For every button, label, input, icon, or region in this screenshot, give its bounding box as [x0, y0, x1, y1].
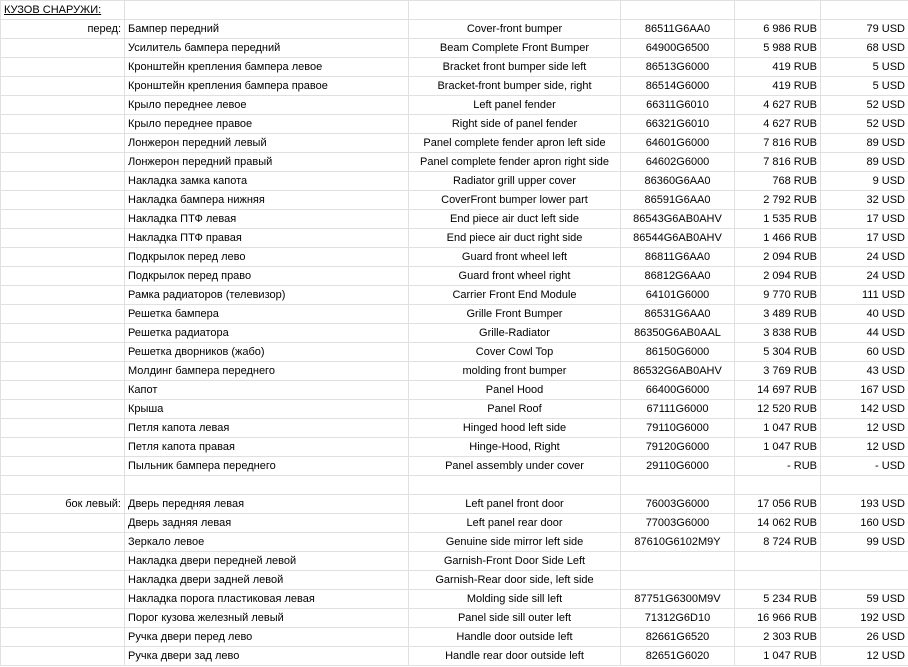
cell-part-code[interactable]: 64101G6000	[621, 286, 735, 305]
cell-name-en[interactable]: Hinge-Hood, Right	[409, 438, 621, 457]
cell-name-ru[interactable]: Кронштейн крепления бампера правое	[125, 77, 409, 96]
cell-name-en[interactable]: Bracket front bumper side left	[409, 58, 621, 77]
cell-name-en[interactable]: Bracket-front bumper side, right	[409, 77, 621, 96]
cell-price-usd[interactable]	[821, 552, 908, 571]
cell-name-ru[interactable]: Кронштейн крепления бампера левое	[125, 58, 409, 77]
cell-name-en[interactable]	[409, 476, 621, 495]
cell-name-ru[interactable]: Накладка порога пластиковая левая	[125, 590, 409, 609]
cell-side[interactable]	[1, 533, 125, 552]
cell-name-ru[interactable]: Накладка двери задней левой	[125, 571, 409, 590]
cell-name-en[interactable]: Carrier Front End Module	[409, 286, 621, 305]
cell-side[interactable]	[1, 628, 125, 647]
cell-price-usd[interactable]: 160 USD	[821, 514, 908, 533]
table-row	[1, 115, 908, 134]
cell-price-usd[interactable]: 5 USD	[821, 77, 908, 96]
cell-name-en[interactable]: Panel complete fender apron left side	[409, 134, 621, 153]
cell-name-en[interactable]: Guard front wheel left	[409, 248, 621, 267]
cell-side[interactable]: перед:	[1, 20, 125, 39]
cell-name-ru[interactable]	[125, 476, 409, 495]
cell-name-en[interactable]: Grille-Radiator	[409, 324, 621, 343]
cell-side[interactable]	[1, 419, 125, 438]
table-row	[1, 514, 908, 533]
cell-name-en[interactable]: molding front bumper	[409, 362, 621, 381]
table-row	[1, 457, 908, 476]
table-row	[1, 362, 908, 381]
cell-side[interactable]	[1, 438, 125, 457]
cell-title[interactable]	[1, 1, 125, 20]
cell-name-en[interactable]: Radiator grill upper cover	[409, 172, 621, 191]
cell-name-ru[interactable]: Крыло переднее правое	[125, 115, 409, 134]
table-row	[1, 248, 908, 267]
cell-price-usd[interactable]: 89 USD	[821, 153, 908, 172]
cell-side[interactable]	[1, 343, 125, 362]
cell-name-en[interactable]: Panel assembly under cover	[409, 457, 621, 476]
table-row	[1, 571, 908, 590]
cell-part-code[interactable]: 86544G6AB0AHV	[621, 229, 735, 248]
cell-price-usd[interactable]: 32 USD	[821, 191, 908, 210]
header-row	[1, 1, 908, 20]
table-row	[1, 438, 908, 457]
cell-part-code[interactable]: 66400G6000	[621, 381, 735, 400]
cell-price-usd[interactable]: 68 USD	[821, 39, 908, 58]
cell-part-code[interactable]: 71312G6D10	[621, 609, 735, 628]
cell-price-rub[interactable]: 419 RUB	[735, 58, 821, 77]
cell-price-usd[interactable]: 24 USD	[821, 267, 908, 286]
cell-name-en[interactable]: End piece air duct right side	[409, 229, 621, 248]
cell-name-en[interactable]: Panel complete fender apron right side	[409, 153, 621, 172]
cell-side[interactable]: бок левый:	[1, 495, 125, 514]
cell-empty[interactable]	[125, 1, 409, 20]
table-row	[1, 343, 908, 362]
cell-side[interactable]	[1, 153, 125, 172]
cell-part-code[interactable]: 82651G6020	[621, 647, 735, 666]
cell-part-code[interactable]: 86531G6AA0	[621, 305, 735, 324]
cell-name-en[interactable]: Left panel front door	[409, 495, 621, 514]
cell-price-rub[interactable]: 7 816 RUB	[735, 153, 821, 172]
table-row	[1, 267, 908, 286]
table-row	[1, 96, 908, 115]
cell-price-rub[interactable]: 9 770 RUB	[735, 286, 821, 305]
cell-part-code[interactable]: 87610G6102M9Y	[621, 533, 735, 552]
cell-name-ru[interactable]: Накладка двери передней левой	[125, 552, 409, 571]
cell-price-rub[interactable]: 3 838 RUB	[735, 324, 821, 343]
cell-part-code[interactable]: 86811G6AA0	[621, 248, 735, 267]
cell-name-en[interactable]: Cover-front bumper	[409, 20, 621, 39]
cell-name-ru[interactable]: Петля капота левая	[125, 419, 409, 438]
table-row	[1, 552, 908, 571]
cell-part-code[interactable]: 86514G6000	[621, 77, 735, 96]
cell-price-rub[interactable]: 2 094 RUB	[735, 267, 821, 286]
cell-empty[interactable]	[409, 1, 621, 20]
cell-name-ru[interactable]: Порог кузова железный левый	[125, 609, 409, 628]
cell-price-usd[interactable]: 192 USD	[821, 609, 908, 628]
cell-part-code[interactable]: 86150G6000	[621, 343, 735, 362]
cell-price-rub[interactable]: 419 RUB	[735, 77, 821, 96]
cell-part-code[interactable]: 87751G6300M9V	[621, 590, 735, 609]
cell-name-ru[interactable]: Накладка ПТФ правая	[125, 229, 409, 248]
cell-price-rub[interactable]: 2 303 RUB	[735, 628, 821, 647]
cell-name-en[interactable]: Molding side sill left	[409, 590, 621, 609]
cell-price-rub[interactable]: 7 816 RUB	[735, 134, 821, 153]
table-row	[1, 419, 908, 438]
cell-price-usd[interactable]: 17 USD	[821, 229, 908, 248]
cell-side[interactable]	[1, 305, 125, 324]
cell-price-rub[interactable]: 1 047 RUB	[735, 438, 821, 457]
cell-side[interactable]	[1, 381, 125, 400]
table-row	[1, 229, 908, 248]
cell-part-code[interactable]	[621, 571, 735, 590]
cell-name-en[interactable]: Left panel fender	[409, 96, 621, 115]
cell-price-usd[interactable]: 89 USD	[821, 134, 908, 153]
cell-name-en[interactable]: Grille Front Bumper	[409, 305, 621, 324]
cell-side[interactable]	[1, 324, 125, 343]
cell-part-code[interactable]	[621, 552, 735, 571]
cell-part-code[interactable]: 76003G6000	[621, 495, 735, 514]
cell-part-code[interactable]: 67111G6000	[621, 400, 735, 419]
table-row	[1, 324, 908, 343]
cell-name-en[interactable]: Cover Cowl Top	[409, 343, 621, 362]
cell-name-en[interactable]: Beam Complete Front Bumper	[409, 39, 621, 58]
cell-name-en[interactable]: End piece air duct left side	[409, 210, 621, 229]
cell-price-rub[interactable]	[735, 476, 821, 495]
cell-price-usd[interactable]: 99 USD	[821, 533, 908, 552]
section-title: КУЗОВ СНАРУЖИ:	[4, 4, 102, 16]
cell-price-rub[interactable]: 16 966 RUB	[735, 609, 821, 628]
cell-name-ru[interactable]: Лонжерон передний правый	[125, 153, 409, 172]
cell-price-rub[interactable]: 8 724 RUB	[735, 533, 821, 552]
cell-part-code[interactable]: 86532G6AB0AHV	[621, 362, 735, 381]
cell-part-code[interactable]: 64601G6000	[621, 134, 735, 153]
cell-side[interactable]	[1, 134, 125, 153]
cell-price-usd[interactable]: 59 USD	[821, 590, 908, 609]
table-row	[1, 172, 908, 191]
cell-side[interactable]	[1, 115, 125, 134]
cell-part-code[interactable]: 82661G6520	[621, 628, 735, 647]
cell-part-code[interactable]: 86591G6AA0	[621, 191, 735, 210]
cell-price-rub[interactable]: 17 056 RUB	[735, 495, 821, 514]
table-row	[1, 533, 908, 552]
table-row	[1, 495, 908, 514]
cell-name-en[interactable]: Handle door outside left	[409, 628, 621, 647]
cell-price-rub[interactable]: 14 062 RUB	[735, 514, 821, 533]
cell-name-ru[interactable]: Решетка радиатора	[125, 324, 409, 343]
cell-price-usd[interactable]: 193 USD	[821, 495, 908, 514]
cell-part-code[interactable]: 77003G6000	[621, 514, 735, 533]
cell-price-usd[interactable]: 52 USD	[821, 115, 908, 134]
cell-name-en[interactable]: Panel Roof	[409, 400, 621, 419]
cell-price-usd[interactable]: 40 USD	[821, 305, 908, 324]
cell-side[interactable]	[1, 39, 125, 58]
cell-part-code[interactable]	[621, 476, 735, 495]
table-row	[1, 20, 908, 39]
cell-name-ru[interactable]: Крыло переднее левое	[125, 96, 409, 115]
cell-name-ru[interactable]: Пыльник бампера переднего	[125, 457, 409, 476]
table-row	[1, 191, 908, 210]
cell-part-code[interactable]: 86350G6AB0AAL	[621, 324, 735, 343]
cell-side[interactable]	[1, 191, 125, 210]
cell-name-ru[interactable]: Лонжерон передний левый	[125, 134, 409, 153]
cell-price-rub[interactable]: 14 697 RUB	[735, 381, 821, 400]
cell-price-usd[interactable]: 12 USD	[821, 438, 908, 457]
cell-name-en[interactable]: Left panel rear door	[409, 514, 621, 533]
cell-name-ru[interactable]: Решетка дворников (жабо)	[125, 343, 409, 362]
table-row	[1, 39, 908, 58]
cell-name-ru[interactable]: Молдинг бампера переднего	[125, 362, 409, 381]
cell-name-en[interactable]: Genuine side mirror left side	[409, 533, 621, 552]
cell-price-rub[interactable]: 12 520 RUB	[735, 400, 821, 419]
cell-side[interactable]	[1, 476, 125, 495]
table-row	[1, 286, 908, 305]
cell-price-usd[interactable]: 12 USD	[821, 419, 908, 438]
cell-name-en[interactable]: Right side of panel fender	[409, 115, 621, 134]
table-row	[1, 134, 908, 153]
cell-part-code[interactable]: 29110G6000	[621, 457, 735, 476]
cell-price-rub[interactable]: 4 627 RUB	[735, 96, 821, 115]
cell-price-usd[interactable]: 26 USD	[821, 628, 908, 647]
cell-price-usd[interactable]: 52 USD	[821, 96, 908, 115]
cell-part-code[interactable]: 64602G6000	[621, 153, 735, 172]
table-row	[1, 609, 908, 628]
cell-empty[interactable]	[735, 1, 821, 20]
cell-side[interactable]	[1, 58, 125, 77]
cell-side[interactable]	[1, 286, 125, 305]
cell-price-rub[interactable]: 1 466 RUB	[735, 229, 821, 248]
cell-part-code[interactable]: 64900G6500	[621, 39, 735, 58]
cell-side[interactable]	[1, 210, 125, 229]
cell-price-usd[interactable]: 24 USD	[821, 248, 908, 267]
table-row	[1, 400, 908, 419]
table-row	[1, 628, 908, 647]
cell-side[interactable]	[1, 248, 125, 267]
cell-name-ru[interactable]: Крыша	[125, 400, 409, 419]
cell-part-code[interactable]: 86511G6AA0	[621, 20, 735, 39]
cell-side[interactable]	[1, 172, 125, 191]
cell-part-code[interactable]: 86812G6AA0	[621, 267, 735, 286]
cell-name-en[interactable]: Garnish-Front Door Side Left	[409, 552, 621, 571]
cell-side[interactable]	[1, 571, 125, 590]
cell-name-ru[interactable]: Подкрылок перед право	[125, 267, 409, 286]
cell-side[interactable]	[1, 552, 125, 571]
cell-side[interactable]	[1, 362, 125, 381]
table-row	[1, 305, 908, 324]
cell-part-code[interactable]: 66321G6010	[621, 115, 735, 134]
cell-price-rub[interactable]: - RUB	[735, 457, 821, 476]
cell-part-code[interactable]: 86543G6AB0AHV	[621, 210, 735, 229]
cell-name-ru[interactable]: Ручка двери перед лево	[125, 628, 409, 647]
table-row	[1, 77, 908, 96]
cell-price-usd[interactable]: 142 USD	[821, 400, 908, 419]
cell-price-usd[interactable]: 5 USD	[821, 58, 908, 77]
cell-name-ru[interactable]: Капот	[125, 381, 409, 400]
cell-price-usd[interactable]: 111 USD	[821, 286, 908, 305]
cell-side[interactable]	[1, 96, 125, 115]
cell-name-en[interactable]: Panel Hood	[409, 381, 621, 400]
cell-price-usd[interactable]: - USD	[821, 457, 908, 476]
cell-price-rub[interactable]: 5 234 RUB	[735, 590, 821, 609]
cell-name-en[interactable]: Panel side sill outer left	[409, 609, 621, 628]
cell-side[interactable]	[1, 229, 125, 248]
cell-name-en[interactable]: Guard front wheel right	[409, 267, 621, 286]
cell-price-rub[interactable]: 3 489 RUB	[735, 305, 821, 324]
cell-side[interactable]	[1, 77, 125, 96]
cell-side[interactable]	[1, 609, 125, 628]
cell-name-ru[interactable]: Ручка двери зад лево	[125, 647, 409, 666]
cell-price-rub[interactable]: 1 535 RUB	[735, 210, 821, 229]
cell-part-code[interactable]: 79120G6000	[621, 438, 735, 457]
cell-side[interactable]	[1, 457, 125, 476]
cell-price-usd[interactable]	[821, 476, 908, 495]
cell-price-usd[interactable]: 79 USD	[821, 20, 908, 39]
cell-name-en[interactable]: CoverFront bumper lower part	[409, 191, 621, 210]
cell-name-ru[interactable]: Дверь задняя левая	[125, 514, 409, 533]
cell-price-usd[interactable]: 12 USD	[821, 647, 908, 666]
cell-price-rub[interactable]: 4 627 RUB	[735, 115, 821, 134]
cell-part-code[interactable]: 86360G6AA0	[621, 172, 735, 191]
cell-empty[interactable]	[621, 1, 735, 20]
table-row	[1, 58, 908, 77]
cell-name-ru[interactable]: Рамка радиаторов (телевизор)	[125, 286, 409, 305]
cell-part-code[interactable]: 79110G6000	[621, 419, 735, 438]
cell-name-ru[interactable]: Подкрылок перед лево	[125, 248, 409, 267]
cell-name-ru[interactable]: Петля капота правая	[125, 438, 409, 457]
cell-name-ru[interactable]: Усилитель бампера передний	[125, 39, 409, 58]
table-row	[1, 381, 908, 400]
cell-price-rub[interactable]: 6 986 RUB	[735, 20, 821, 39]
cell-price-rub[interactable]: 5 988 RUB	[735, 39, 821, 58]
cell-side[interactable]	[1, 590, 125, 609]
cell-price-rub[interactable]	[735, 571, 821, 590]
cell-price-rub[interactable]: 3 769 RUB	[735, 362, 821, 381]
cell-name-ru[interactable]: Накладка ПТФ левая	[125, 210, 409, 229]
cell-name-en[interactable]: Hinged hood left side	[409, 419, 621, 438]
table-row	[1, 153, 908, 172]
cell-price-usd[interactable]: 60 USD	[821, 343, 908, 362]
cell-price-usd[interactable]: 44 USD	[821, 324, 908, 343]
cell-name-ru[interactable]: Решетка бампера	[125, 305, 409, 324]
cell-side[interactable]	[1, 267, 125, 286]
cell-price-usd[interactable]: 17 USD	[821, 210, 908, 229]
table-row	[1, 476, 908, 495]
cell-price-usd[interactable]: 167 USD	[821, 381, 908, 400]
cell-side[interactable]	[1, 647, 125, 666]
cell-empty[interactable]	[821, 1, 908, 20]
cell-price-rub[interactable]: 2 792 RUB	[735, 191, 821, 210]
cell-name-en[interactable]: Handle rear door outside left	[409, 647, 621, 666]
cell-side[interactable]	[1, 514, 125, 533]
cell-price-rub[interactable]: 2 094 RUB	[735, 248, 821, 267]
cell-price-usd[interactable]: 9 USD	[821, 172, 908, 191]
cell-price-rub[interactable]: 768 RUB	[735, 172, 821, 191]
cell-part-code[interactable]: 86513G6000	[621, 58, 735, 77]
cell-name-en[interactable]: Garnish-Rear door side, left side	[409, 571, 621, 590]
cell-name-ru[interactable]: Дверь передняя левая	[125, 495, 409, 514]
cell-name-ru[interactable]: Накладка замка капота	[125, 172, 409, 191]
table-row	[1, 647, 908, 666]
table-row	[1, 590, 908, 609]
cell-name-ru[interactable]: Накладка бампера нижняя	[125, 191, 409, 210]
cell-name-ru[interactable]: Бампер передний	[125, 20, 409, 39]
cell-price-rub[interactable]	[735, 552, 821, 571]
cell-price-rub[interactable]: 1 047 RUB	[735, 647, 821, 666]
table-row	[1, 210, 908, 229]
cell-price-rub[interactable]: 1 047 RUB	[735, 419, 821, 438]
cell-price-rub[interactable]: 5 304 RUB	[735, 343, 821, 362]
cell-price-usd[interactable]	[821, 571, 908, 590]
cell-part-code[interactable]: 66311G6010	[621, 96, 735, 115]
cell-price-usd[interactable]: 43 USD	[821, 362, 908, 381]
cell-name-ru[interactable]: Зеркало левое	[125, 533, 409, 552]
cell-side[interactable]	[1, 400, 125, 419]
